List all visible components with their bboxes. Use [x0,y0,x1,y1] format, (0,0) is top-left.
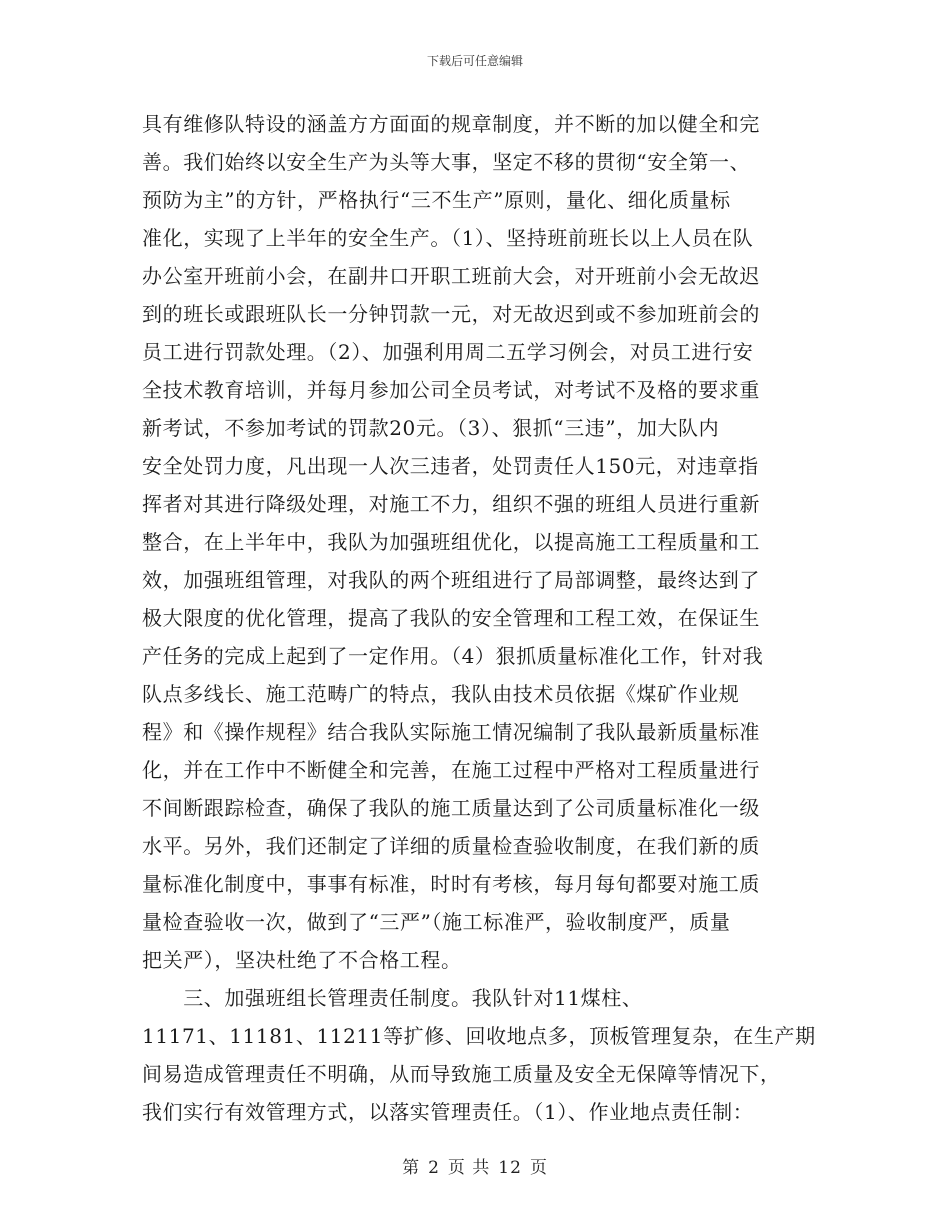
text-line: 11171、11181、11211等扩修、回收地点多，顶板管理复杂，在生产期 [142,1024,816,1048]
text-line: 准化，实现了上半年的安全生产。（1）、坚持班前班长以上人员在队 [142,226,754,250]
page-header: 下载后可任意编辑 [426,54,523,68]
current-page-number: 2 [428,1158,440,1178]
text-line: 产任务的完成上起到了一定作用。（4）狠抓质量标准化工作，针对我 [142,644,764,668]
text-line: 具有维修队特设的涵盖方方面面的规章制度，并不断的加以健全和完 [142,112,760,136]
text-line: 挥者对其进行降级处理，对施工不力，组织不强的班组人员进行重新 [142,492,760,516]
text-line: 量标准化制度中，事事有标准，时时有考核，每月每旬都要对施工质 [142,872,760,896]
text-line: 极大限度的优化管理，提高了我队的安全管理和工程工效，在保证生 [142,606,760,630]
text-line: 间易造成管理责任不明确，从而导致施工质量及安全无保障等情况下， [142,1062,781,1086]
text-line: 到的班长或跟班队长一分钟罚款一元，对无故迟到或不参加班前会的 [142,302,760,326]
text-line: 整合，在上半年中，我队为加强班组优化，以提高施工工程质量和工 [142,530,760,554]
page-number-prefix: 第 [402,1158,421,1178]
text-line: 我们实行有效管理方式，以落实管理责任。（1）、作业地点责任制： [142,1100,754,1124]
text-line: 全技术教育培训，并每月参加公司全员考试，对考试不及格的要求重 [142,378,760,402]
document-body [142,105,816,1131]
page-footer [0,1153,950,1178]
text-line: 不间断跟踪检查，确保了我队的施工质量达到了公司质量标准化一级 [142,796,760,820]
text-line: 水平。另外，我们还制定了详细的质量检查验收制度，在我们新的质 [142,834,760,858]
text-line: 效，加强班组管理，对我队的两个班组进行了局部调整，最终达到了 [142,568,760,592]
text-line: 新考试，不参加考试的罚款20元。（3）、狠抓“三违”，加大队内 [142,416,720,440]
total-page-count: 12 [498,1158,522,1178]
text-line: 把关严），坚决杜绝了不合格工程。 [142,948,462,972]
text-line: 三、加强班组长管理责任制度。我队针对11煤柱、 [142,986,643,1010]
text-line: 预防为主”的方针，严格执行“三不生产”原则，量化、细化质量标 [142,188,731,212]
text-line: 化，并在工作中不断健全和完善，在施工过程中严格对工程质量进行 [142,758,760,782]
text-line: 办公室开班前小会，在副井口开职工班前大会，对开班前小会无故迟 [142,264,760,288]
page-number-suffix: 页 [529,1158,548,1178]
text-line: 程》和《操作规程》结合我队实际施工情况编制了我队最新质量标准 [142,720,760,744]
text-line: 善。我们始终以安全生产为头等大事，坚定不移的贯彻“安全第一、 [142,150,751,174]
text-line: 队点多线长、施工范畴广的特点，我队由技术员依据《煤矿作业规 [142,682,740,706]
text-line: 安全处罚力度，凡出现一人次三违者，处罚责任人150元，对违章指 [142,454,759,478]
text-line: 量检查验收一次，做到了“三严”（施工标准严，验收制度严，质量 [142,910,731,934]
page-number-middle: 页 共 [447,1158,491,1178]
text-line: 员工进行罚款处理。（2）、加强利用周二五学习例会，对员工进行安 [142,340,754,364]
